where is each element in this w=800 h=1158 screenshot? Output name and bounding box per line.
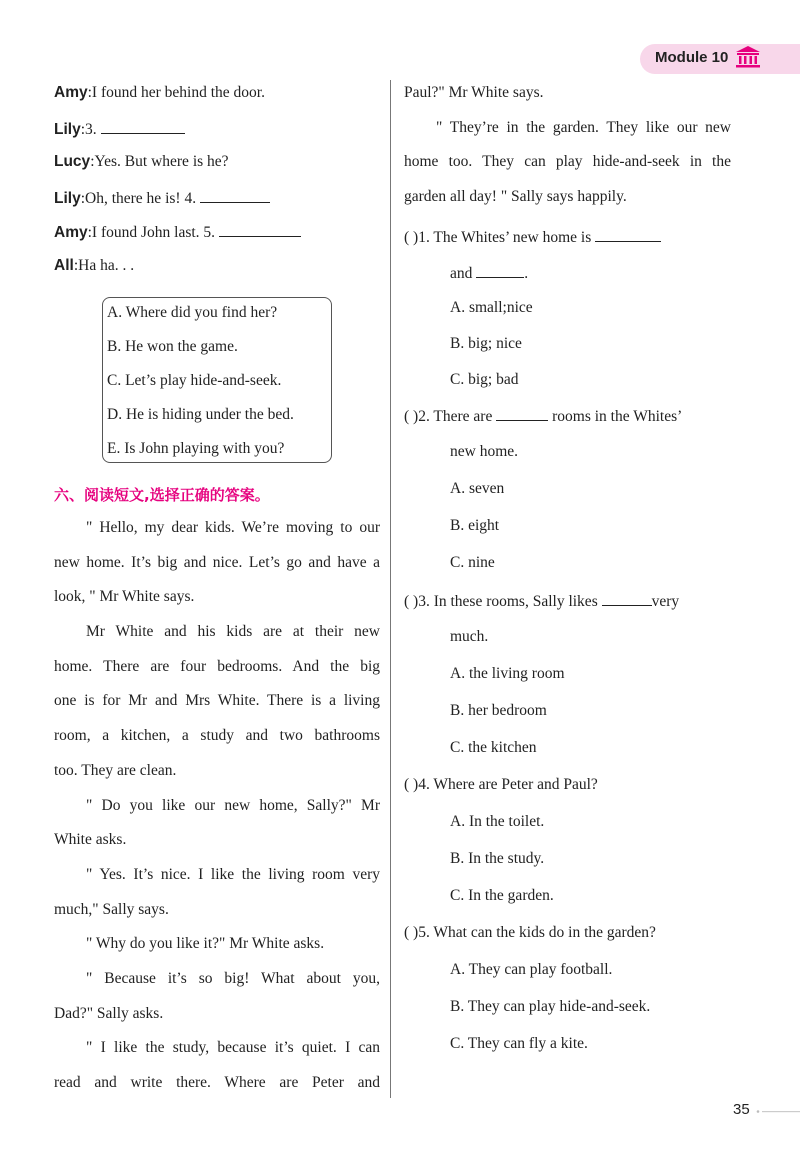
choice-option[interactable]: A. They can play football. (450, 961, 613, 978)
passage-line: look, " Mr White says. (54, 588, 195, 606)
dialogue-text: Oh, there he is! 4. (85, 190, 197, 207)
question-3: ( )3. In these rooms, Sally likes very (404, 593, 680, 610)
dialogue-line: All:Ha ha. . . (54, 257, 135, 274)
question-1-line2: and . (450, 265, 529, 282)
passage-line: " I like the study, because it’s quiet. I can (86, 1039, 380, 1057)
answer-blank[interactable] (476, 263, 524, 278)
dialogue-text: Ha ha. . . (78, 257, 135, 274)
passage-line: home. There are four bedrooms. And the big (54, 657, 380, 675)
dialogue-text: 3. (85, 121, 97, 138)
passage-line: room, a kitchen, a study and two bathrooms (54, 727, 380, 745)
dialogue-line: Lucy:Yes. But where is he? (54, 153, 229, 170)
speaker: Amy (54, 224, 88, 241)
choice-option[interactable]: C. the kitchen (450, 739, 537, 756)
choice-option[interactable]: B. big; nice (450, 335, 522, 352)
passage-line: " Because it’s so big! What about you, (86, 969, 380, 987)
passage-line: " Why do you like it?" Mr White asks. (86, 935, 325, 953)
page-number-decoration (756, 1110, 800, 1113)
passage-line: " Do you like our new home, Sally?" Mr (86, 796, 380, 814)
choice-option[interactable]: A. the living room (450, 665, 565, 682)
option-item: B. He won the game. (107, 338, 238, 355)
module-label: Module 10 (655, 49, 729, 66)
choice-option[interactable]: C. They can fly a kite. (450, 1035, 588, 1052)
option-item: D. He is hiding under the bed. (107, 406, 294, 423)
passage-line: new home. It’s big and nice. Let’s go and have a (54, 553, 380, 571)
option-item: E. Is John playing with you? (107, 440, 285, 457)
dialogue-text: I found John last. 5. (91, 224, 216, 241)
choice-option[interactable]: C. nine (450, 554, 495, 571)
dialogue-line: Amy:I found her behind the door. (54, 84, 265, 101)
passage-line: White asks. (54, 831, 127, 849)
dialogue-line: Lily:3. (54, 119, 185, 139)
reading-passage (54, 511, 380, 1101)
dialogue-text: Yes. But where is he? (94, 153, 229, 170)
choice-option[interactable]: B. They can play hide-and-seek. (450, 998, 651, 1015)
choice-option[interactable]: A. small;nice (450, 299, 533, 316)
passage-line: " Yes. It’s nice. I like the living room very (86, 865, 380, 883)
speaker: Lily (54, 190, 81, 207)
question-stem: ( )1. The Whites’ new home is (404, 229, 592, 246)
option-item: A. Where did you find her? (107, 304, 278, 321)
question-2-line2: new home. (450, 443, 519, 460)
choice-option[interactable]: C. big; bad (450, 371, 519, 388)
passage-line: one is for Mr and Mrs White. There is a living (54, 692, 380, 710)
passage-line: too. They are clean. (54, 761, 177, 779)
answer-blank[interactable] (595, 227, 661, 242)
answer-blank[interactable] (602, 591, 652, 606)
choice-option[interactable]: A. In the toilet. (450, 813, 545, 830)
choice-option[interactable]: B. eight (450, 517, 500, 534)
passage-line: read and write there. Where are Peter and (54, 1074, 380, 1091)
choice-option[interactable]: C. In the garden. (450, 887, 554, 904)
option-item: C. Let’s play hide-and-seek. (107, 372, 282, 389)
passage-line: " Hello, my dear kids. We’re moving to our (86, 519, 380, 536)
column-divider (390, 80, 391, 1098)
question-stem: ( )3. In these rooms, Sally likes (404, 593, 598, 610)
section-title: 六、阅读短文,选择正确的答案。 (54, 486, 270, 504)
answer-blank[interactable] (101, 119, 185, 134)
passage-line: Dad?" Sally asks. (54, 1004, 164, 1022)
answer-blank[interactable] (200, 188, 270, 203)
speaker: Lucy (54, 153, 91, 170)
passage-line: home too. They can play hide-and-seek in the (404, 153, 731, 171)
question-1 (404, 227, 661, 247)
choice-option[interactable]: B. her bedroom (450, 702, 547, 719)
answer-blank[interactable] (496, 406, 548, 421)
question-2: ( )2. There are rooms in the Whites’ (404, 408, 683, 425)
question-4: ( )4. Where are Peter and Paul? (404, 776, 598, 793)
reading-passage-continued (404, 76, 731, 215)
answer-blank[interactable] (219, 222, 301, 237)
speaker: All (54, 257, 74, 274)
passage-line: garden all day! " Sally says happily. (404, 188, 627, 206)
question-5: ( )5. What can the kids do in the garden? (404, 924, 656, 941)
dialogue-line: Amy:I found John last. 5. (54, 222, 301, 242)
dialogue-text: I found her behind the door. (91, 84, 265, 101)
speaker: Lily (54, 121, 81, 138)
dialogue-line: Lily:Oh, there he is! 4. (54, 188, 270, 208)
passage-line: Mr White and his kids are at their new (86, 623, 380, 641)
temple-icon (734, 45, 762, 69)
passage-line: Paul?" Mr White says. (404, 84, 544, 101)
page-number: 35 (733, 1101, 750, 1118)
question-3-line2: much. (450, 628, 489, 645)
speaker: Amy (54, 84, 88, 101)
question-stem: ( )2. There are (404, 408, 493, 425)
choice-option[interactable]: B. In the study. (450, 850, 545, 867)
choice-option[interactable]: A. seven (450, 480, 505, 497)
passage-line: much," Sally says. (54, 900, 169, 918)
passage-line: " They’re in the garden. They like our new (436, 118, 731, 136)
